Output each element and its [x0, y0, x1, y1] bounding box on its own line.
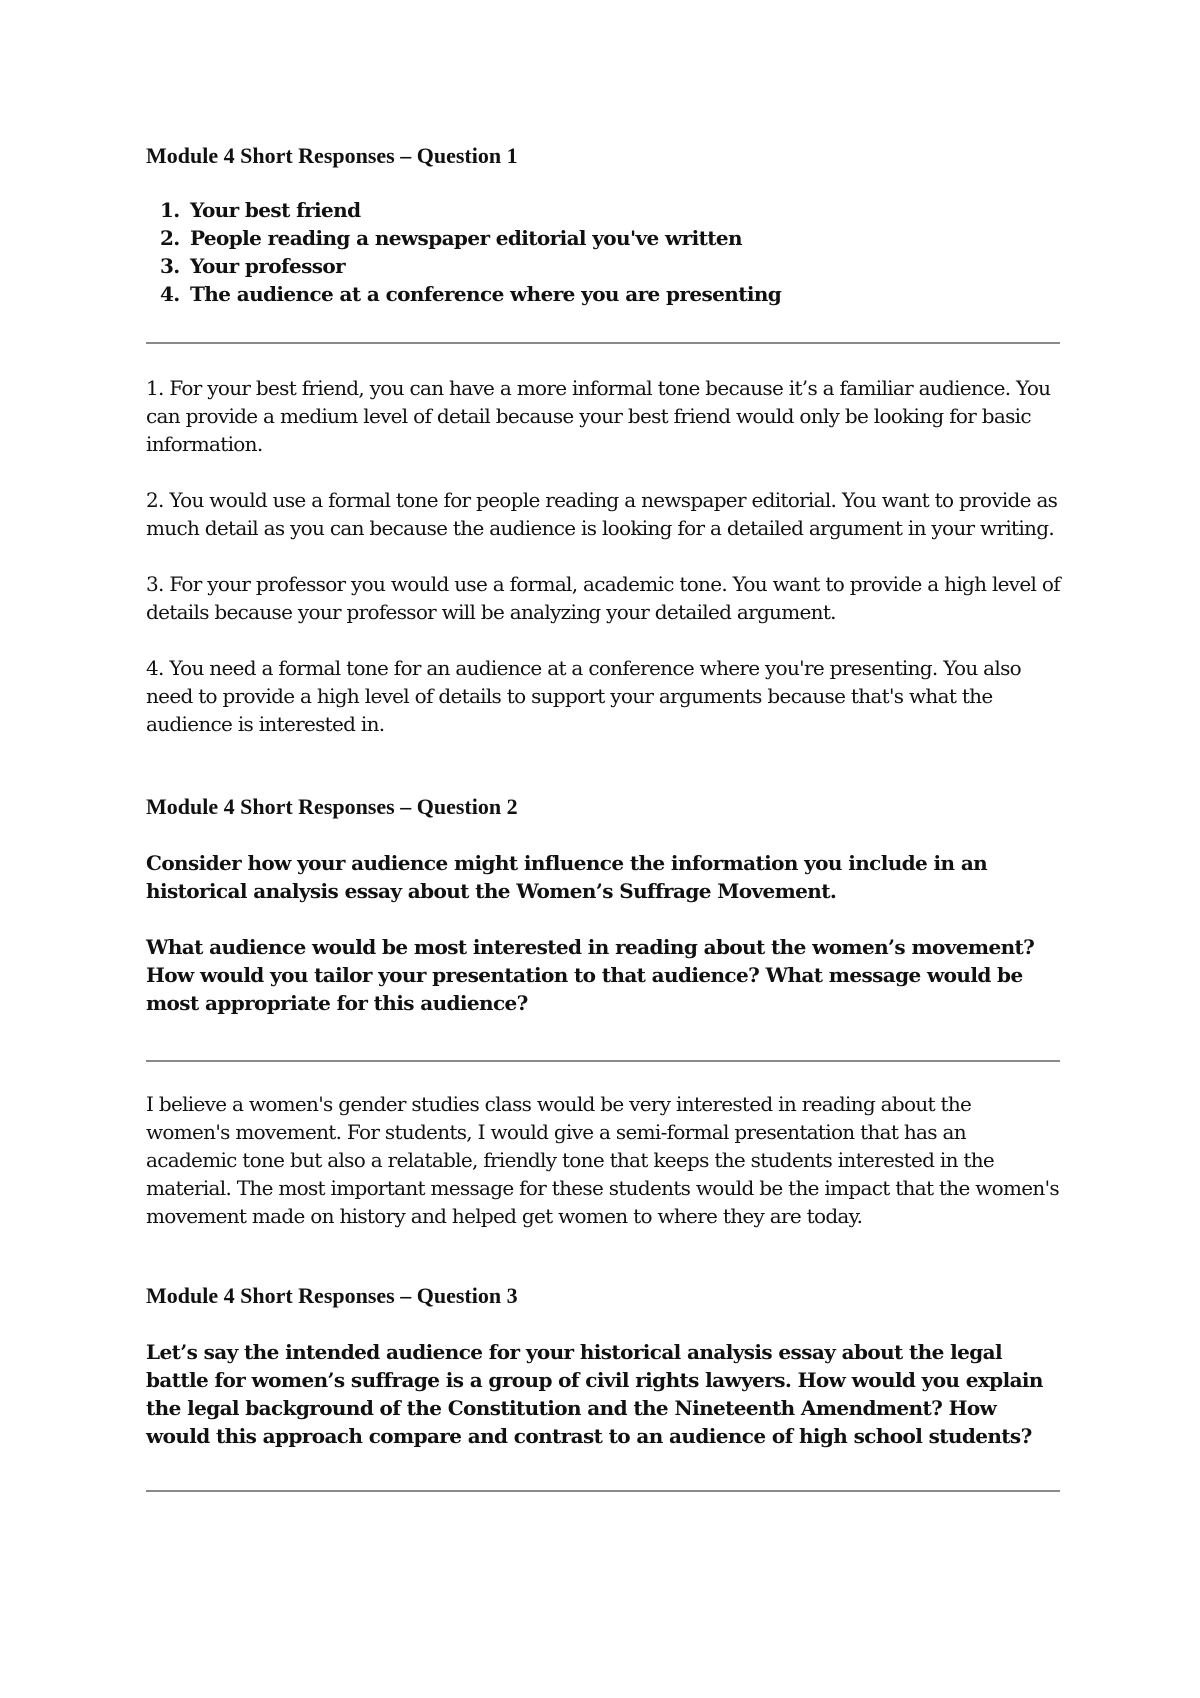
q2-heading: Module 4 Short Responses – Question 2: [146, 794, 518, 819]
q3-heading: Module 4 Short Responses – Question 3: [146, 1283, 518, 1308]
q3-divider: [146, 1490, 1060, 1492]
list-item: 2. People reading a newspaper editorial you've written: [186, 224, 1060, 252]
list-item: 1. Your best friend: [186, 196, 1060, 224]
q1-heading: Module 4 Short Responses – Question 1: [146, 143, 518, 168]
q1-divider: [146, 342, 1060, 344]
q2-divider: [146, 1060, 1060, 1062]
document-page: [146, 142, 1060, 1492]
q1-answer-4: 4. You need a formal tone for an audience at a conference where you're presenting. You also need to provide a high level of details to support your arguments because that's what the audience is interested in.: [146, 656, 1021, 736]
q1-audience-list: [146, 196, 1060, 308]
list-item: 4. The audience at a conference where you are presenting: [186, 280, 1060, 308]
q2-answer: I believe a women's gender studies class would be very interested in reading about the women's movement. For students, I would give a semi-formal presentation that has an academic tone but also a relatable, friendly tone that keeps the students interested in the material. The most important message for these students would be the impact that the women's movement made on history and helped get women to where they are today.: [146, 1092, 1059, 1228]
q1-answer-1: 1. For your best friend, you can have a more informal tone because it’s a familiar audience. You can provide a medium level of detail because your best friend would only be looking for basic information.: [146, 376, 1051, 456]
q3-prompt: Let’s say the intended audience for your historical analysis essay about the legal battle for women’s suffrage is a group of civil rights lawyers. How would you explain the legal background of the Constitution and the Nineteenth Amendment? How would this approach compare and contrast to an audience of high school students?: [146, 1340, 1043, 1448]
q1-answer-3: 3. For your professor you would use a formal, academic tone. You want to provide a high level of details because your professor will be analyzing your detailed argument.: [146, 572, 1060, 624]
q2-prompt-1: Consider how your audience might influence the information you include in an historical analysis essay about the Women’s Suffrage Movement.: [146, 851, 988, 903]
list-item: 3. Your professor: [186, 252, 1060, 280]
q1-answer-2: 2. You would use a formal tone for people reading a newspaper editorial. You want to provide as much detail as you can because the audience is looking for a detailed argument in your writing.: [146, 488, 1058, 540]
q2-prompt-2: What audience would be most interested in reading about the women’s movement? How would you tailor your presentation to that audience? What message would be most appropriate for this audience?: [146, 935, 1035, 1015]
